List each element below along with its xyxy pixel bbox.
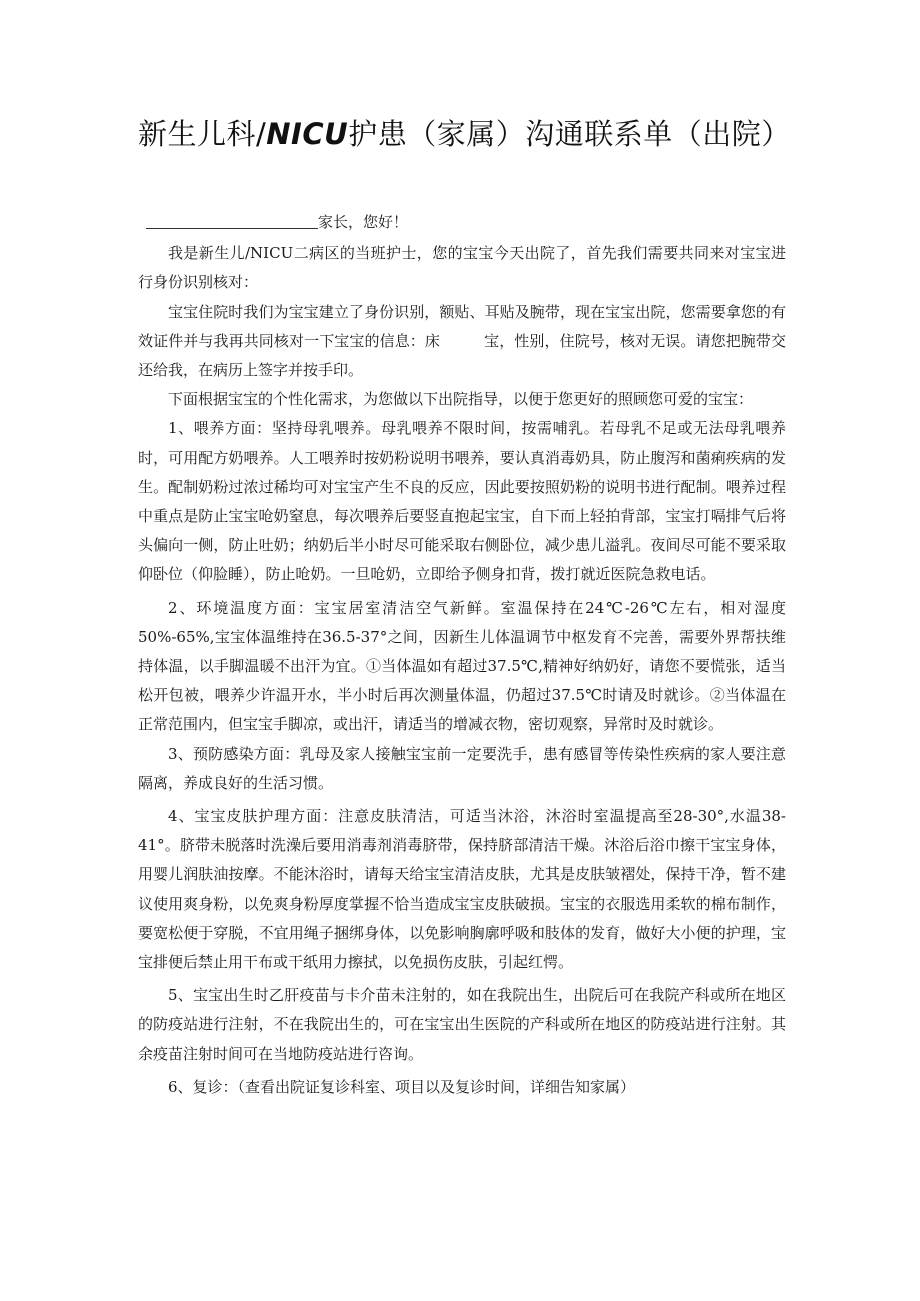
title-latin: NICU bbox=[266, 117, 349, 151]
document-body bbox=[138, 208, 786, 1102]
title-part-1: 新生儿科/ bbox=[138, 117, 267, 151]
paragraph-infection: 3、预防感染方面：乳母及家人接触宝宝前一定要洗手，患有感冒等传染性疾病的家人要注意隔离，养成良好的生活习惯。 bbox=[138, 744, 786, 792]
paragraph-vaccine: 5、宝宝出生时乙肝疫苗与卡介苗未注射的，如在我院出生，出院后可在我院产科或所在地区的防疫站进行注射，不在我院出生的，可在宝宝出生医院的产科或所在地区的防疫站进行注射。其余疫苗注射时间可在当地防疫站进行咨询。 bbox=[138, 986, 786, 1063]
salutation-text: 家长，您好！ bbox=[318, 213, 409, 231]
identity-text-a: 宝宝住院时我们为宝宝建立了身份识别，额贴、耳贴及腕带，现在宝宝出院，您需要拿您的有效证件并与我再共同核对一下宝宝的信息：床 bbox=[138, 302, 786, 350]
paragraph-followup: 6、复诊：（查看出院证复诊科室、项目以及复诊时间，详细告知家属） bbox=[168, 1077, 636, 1096]
parent-name-blank bbox=[146, 210, 318, 229]
paragraph-skin: 4、宝宝皮肤护理方面：注意皮肤清洁，可适当沐浴，沐浴时室温提高至28-30°,水温38-41°。脐带未脱落时洗澡后要用消毒剂消毒脐带，保持脐部清洁干燥。沐浴后浴巾擦干宝宝身体，用婴儿润肤油按摩。不能沐浴时，请每天给宝宝清洁皮肤，尤其是皮肤皱褶处，保持干净，暂不建议使用爽身粉，以免爽身粉厚度掌握不恰当造成宝宝皮肤破损。宝宝的衣服选用柔软的棉布制作，要宽松便于穿脱，不宜用绳子捆绑身体，以免影响胸廓呼吸和肢体的发育，做好大小便的护理，宝宝排便后禁止用干布或干纸用力擦拭，以免损伤皮肤，引起红愕。 bbox=[138, 807, 786, 972]
paragraph-intro: 我是新生儿/NICU二病区的当班护士，您的宝宝今天出院了，首先我们需要共同来对宝宝进行身份识别核对： bbox=[138, 244, 786, 292]
paragraph-feeding: 1、喂养方面：坚持母乳喂养。母乳喂养不限时间，按需哺乳。若母乳不足或无法母乳喂养时，可用配方奶喂养。人工喂养时按奶粉说明书喂养，要认真消毒奶具，防止腹泻和菌痢疾病的发生。配制奶粉过浓过稀均可对宝宝产生不良的反应，因此要按照奶粉的说明书进行配制。喂养过程中重点是防止宝宝呛奶窒息，每次喂养后要竖直抱起宝宝，自下而上轻拍背部，宝宝打嗝排气后将头偏向一侧，防止吐奶；纳奶后半小时尽可能采取右侧卧位，减少患儿溢乳。夜间尽可能不要采取仰卧位（仰脸睡），防止呛奶。一旦呛奶，立即给予侧身扣背，拨打就近医院急救电话。 bbox=[138, 419, 786, 584]
document-title bbox=[138, 112, 838, 153]
identity-text-b: 宝，性别，住院号，核对无误。请您把腕带交还给我，在病历上签字并按手印。 bbox=[138, 331, 786, 380]
title-part-2: 护患（家属）沟通联系单（出院） bbox=[348, 117, 791, 151]
paragraph-environment: 2、环境温度方面：宝宝居室清洁空气新鲜。室温保持在24℃-26℃左右，相对湿度50%-65%,宝宝体温维持在36.5-37°之间，因新生儿体温调节中枢发育不完善，需要外界帮扶维持体温，以手脚温暖不出汗为宜。①当体温如有超过37.5℃,精神好纳奶好，请您不要慌张，适当松开包被，喂养少许温开水，半小时后再次测量体温，仍超过37.5℃时请及时就诊。②当体温在正常范围内，但宝宝手脚凉，或出汗，请适当的增减衣物，密切观察，异常时及时就诊。 bbox=[138, 598, 786, 734]
paragraph-identity bbox=[138, 298, 786, 386]
salutation-line bbox=[138, 208, 786, 237]
paragraph-guide: 下面根据宝宝的个性化需求，为您做以下出院指导，以便于您更好的照顾您可爱的宝宝： bbox=[168, 390, 754, 409]
